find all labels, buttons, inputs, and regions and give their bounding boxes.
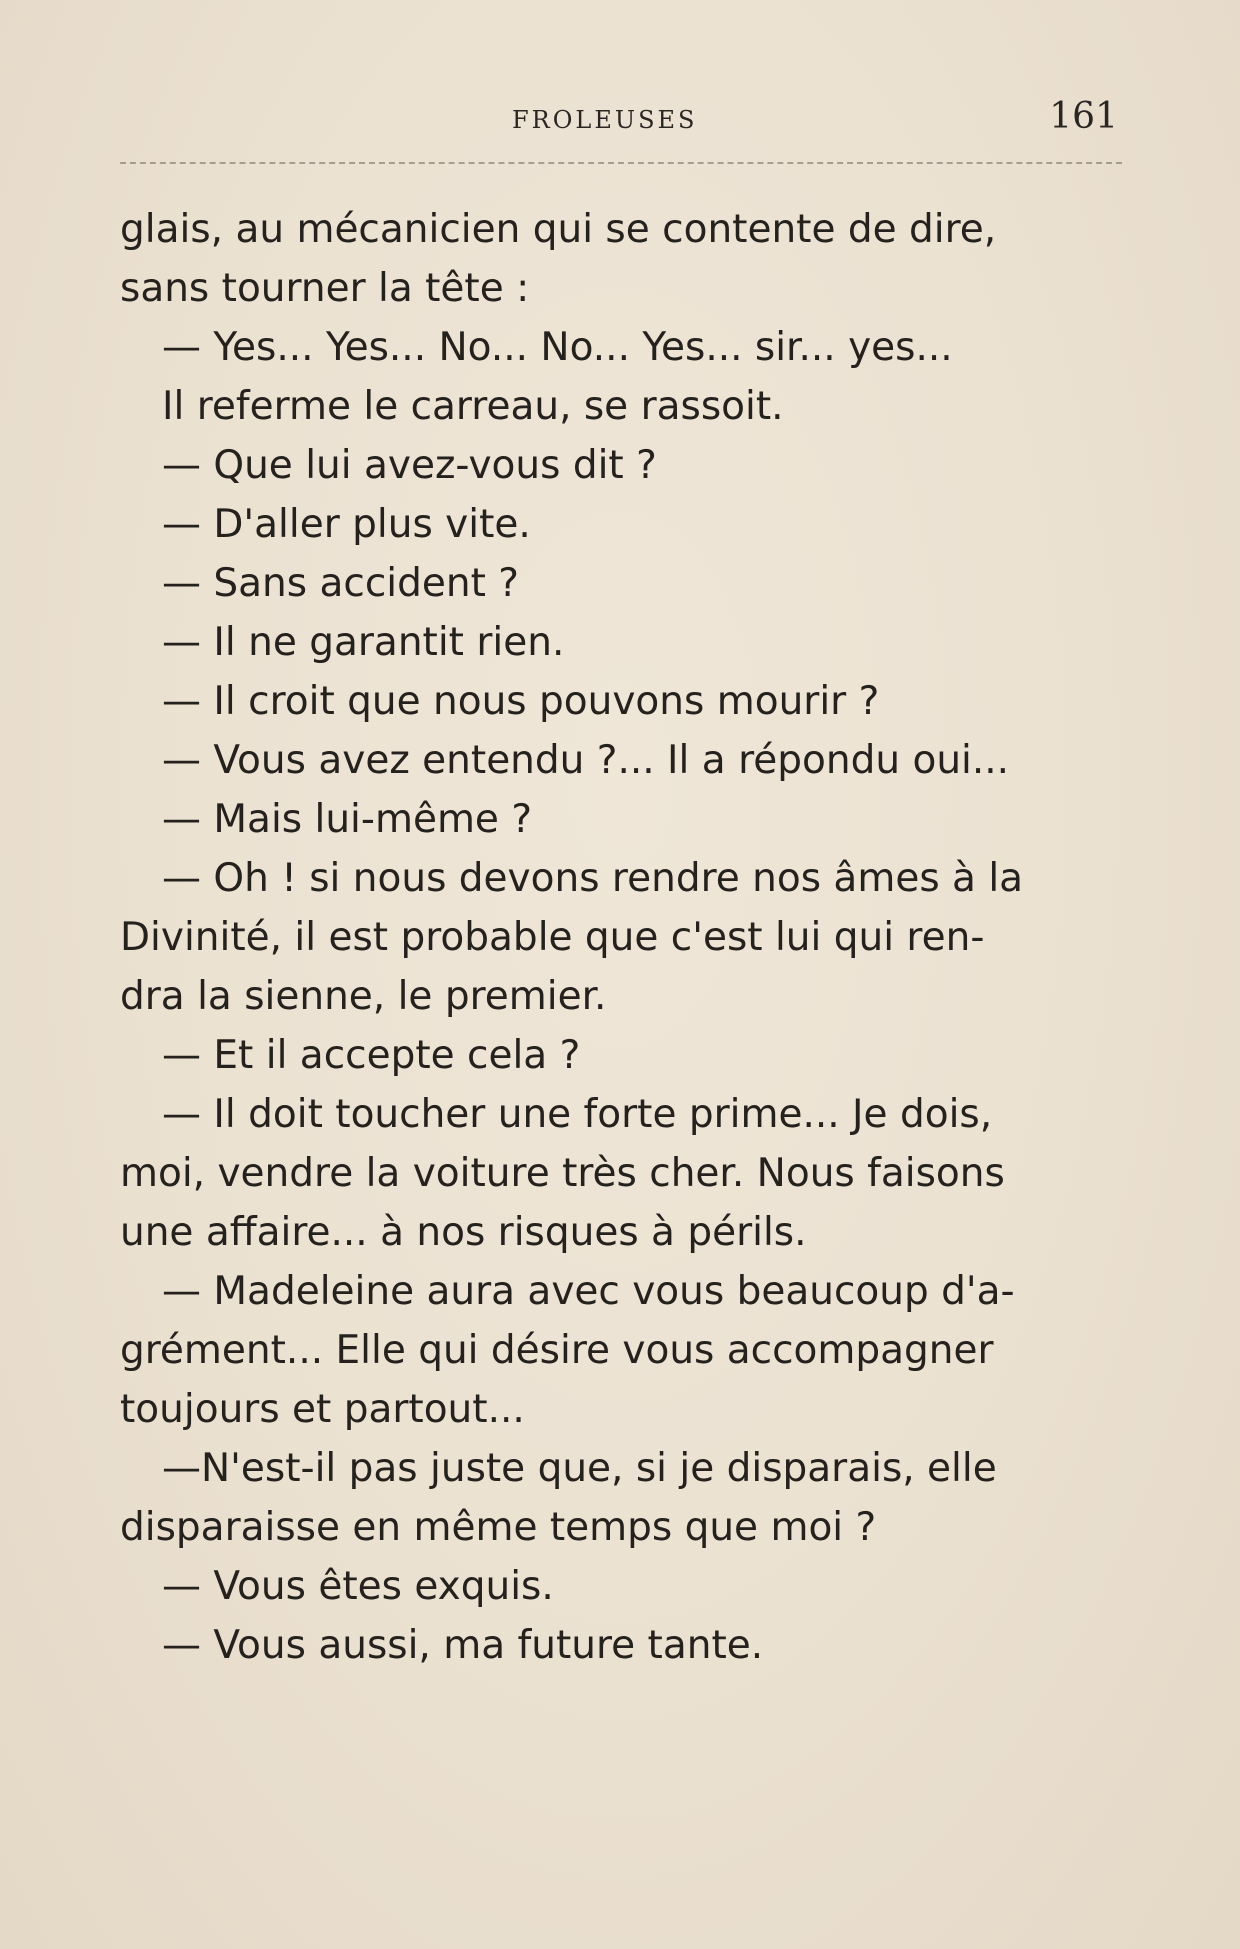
body-text [120,200,1122,1675]
text-line: — Il ne garantit rien. [162,620,565,665]
text-line: sans tourner la tête : [120,266,530,311]
text-line: — Que lui avez-vous dit ? [162,443,657,488]
text-line: — Vous avez entendu ?... Il a répondu oui... [162,738,1010,783]
text-line: grément... Elle qui désire vous accompagner [120,1328,994,1373]
page-header [120,96,1120,146]
text-line: — Sans accident ? [162,561,519,606]
text-line: — Il croit que nous pouvons mourir ? [162,679,880,724]
text-line: — Vous êtes exquis. [162,1564,554,1609]
text-line: — Vous aussi, ma future tante. [162,1623,764,1668]
text-line: Divinité, il est probable que c'est lui qui ren- [120,915,985,960]
text-line: — D'aller plus vite. [162,502,531,547]
text-line: —N'est-il pas juste que, si je disparais, elle [162,1446,997,1491]
text-line: Il referme le carreau, se rassoit. [162,384,784,429]
text-line: dra la sienne, le premier. [120,974,607,1019]
text-line: moi, vendre la voiture très cher. Nous faisons [120,1151,1005,1196]
text-line: — Yes... Yes... No... No... Yes... sir... yes... [162,325,953,370]
text-line: toujours et partout... [120,1387,525,1432]
text-line: — Et il accepte cela ? [162,1033,581,1078]
header-rule [120,162,1122,164]
text-line: — Madeleine aura avec vous beaucoup d'a- [162,1269,1015,1314]
text-line: une affaire... à nos risques à périls. [120,1210,807,1255]
text-line: — Il doit toucher une forte prime... Je dois, [162,1092,993,1137]
running-title: FROLEUSES [512,106,698,134]
text-line: — Oh ! si nous devons rendre nos âmes à la [162,856,1024,901]
text-line: — Mais lui-même ? [162,797,533,842]
text-line: glais, au mécanicien qui se contente de dire, [120,207,997,252]
text-line: disparaisse en même temps que moi ? [120,1505,877,1550]
page-number: 161 [1049,96,1118,137]
